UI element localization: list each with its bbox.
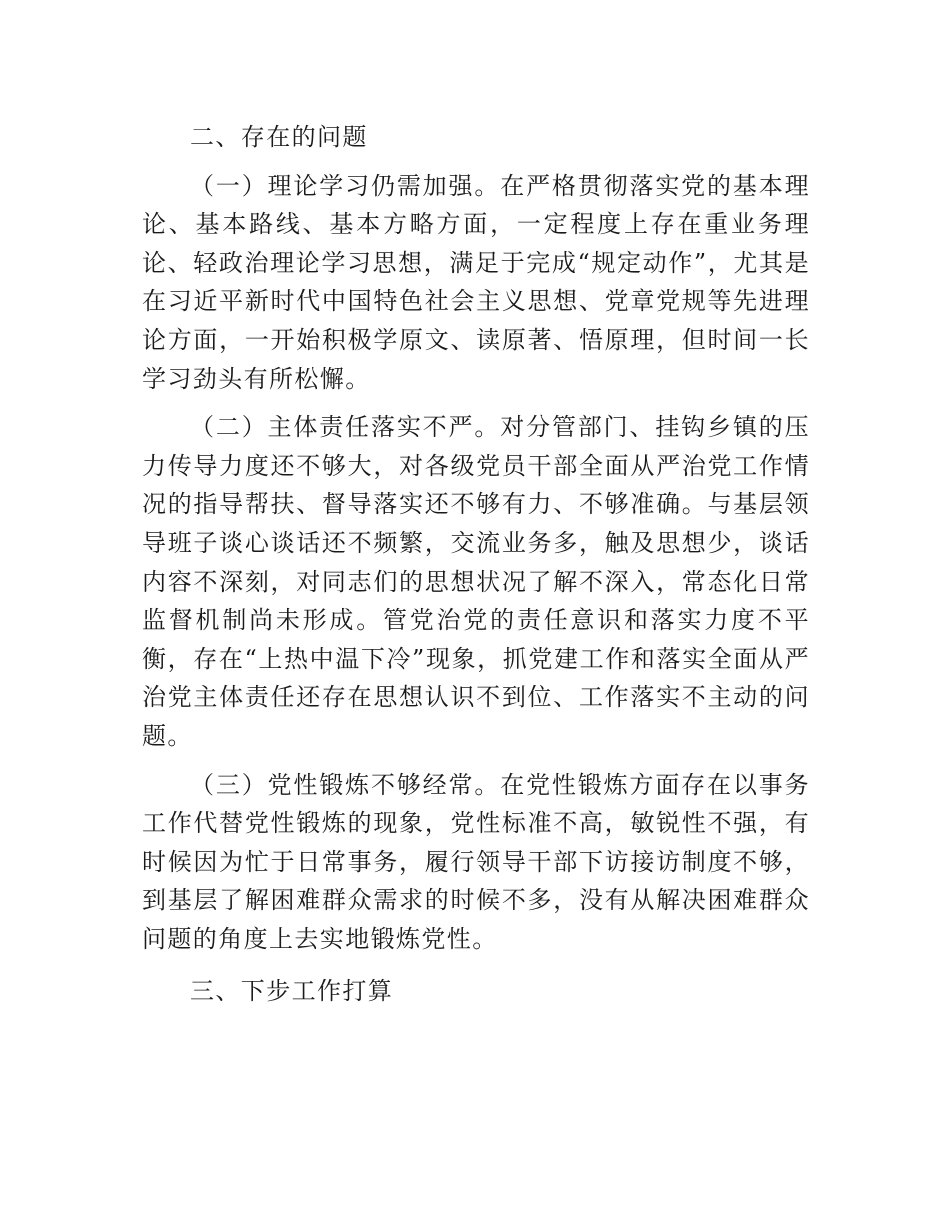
paragraph-main-responsibility: （二）主体责任落实不严。对分管部门、挂钩乡镇的压力传导力度还不够大，对各级党员干部全面从严治党工作情况的指导帮扶、督导落实还不够有力、不够准确。与基层领导班子谈心谈话还不频繁，交流业务多，触及思想少，谈话内容不深刻，对同志们的思想状况了解不深入，常态化日常监督机制尚未形成。管党治党的责任意识和落实力度不平衡，存在“上热中温下冷”现象，抓党建工作和落实全面从严治党主体责任还存在思想认识不到位、工作落实不主动的问题。 [142, 413, 810, 750]
section-heading-next-steps: 三、下步工作打算 [190, 977, 394, 1006]
document-body [142, 118, 810, 1021]
section-heading-problems: 二、存在的问题 [190, 123, 368, 151]
paragraph-party-spirit: （三）党性锻炼不够经常。在党性锻炼方面存在以事务工作代替党性锻炼的现象，党性标准不高，敏锐性不强，有时候因为忙于日常事务，履行领导干部下访接访制度不够，到基层了解困难群众需求的时候不多，没有从解决困难群众问题的角度上去实地锻炼党性。 [142, 770, 810, 953]
paragraph-theory-study: （一）理论学习仍需加强。在严格贯彻落实党的基本理论、基本路线、基本方略方面，一定程度上存在重业务理论、轻政治理论学习思想，满足于完成“规定动作”，尤其是在习近平新时代中国特色社会主义思想、党章党规等先进理论方面，一开始积极学原文、读原著、悟原理，但时间一长学习劲头有所松懈。 [142, 171, 810, 393]
